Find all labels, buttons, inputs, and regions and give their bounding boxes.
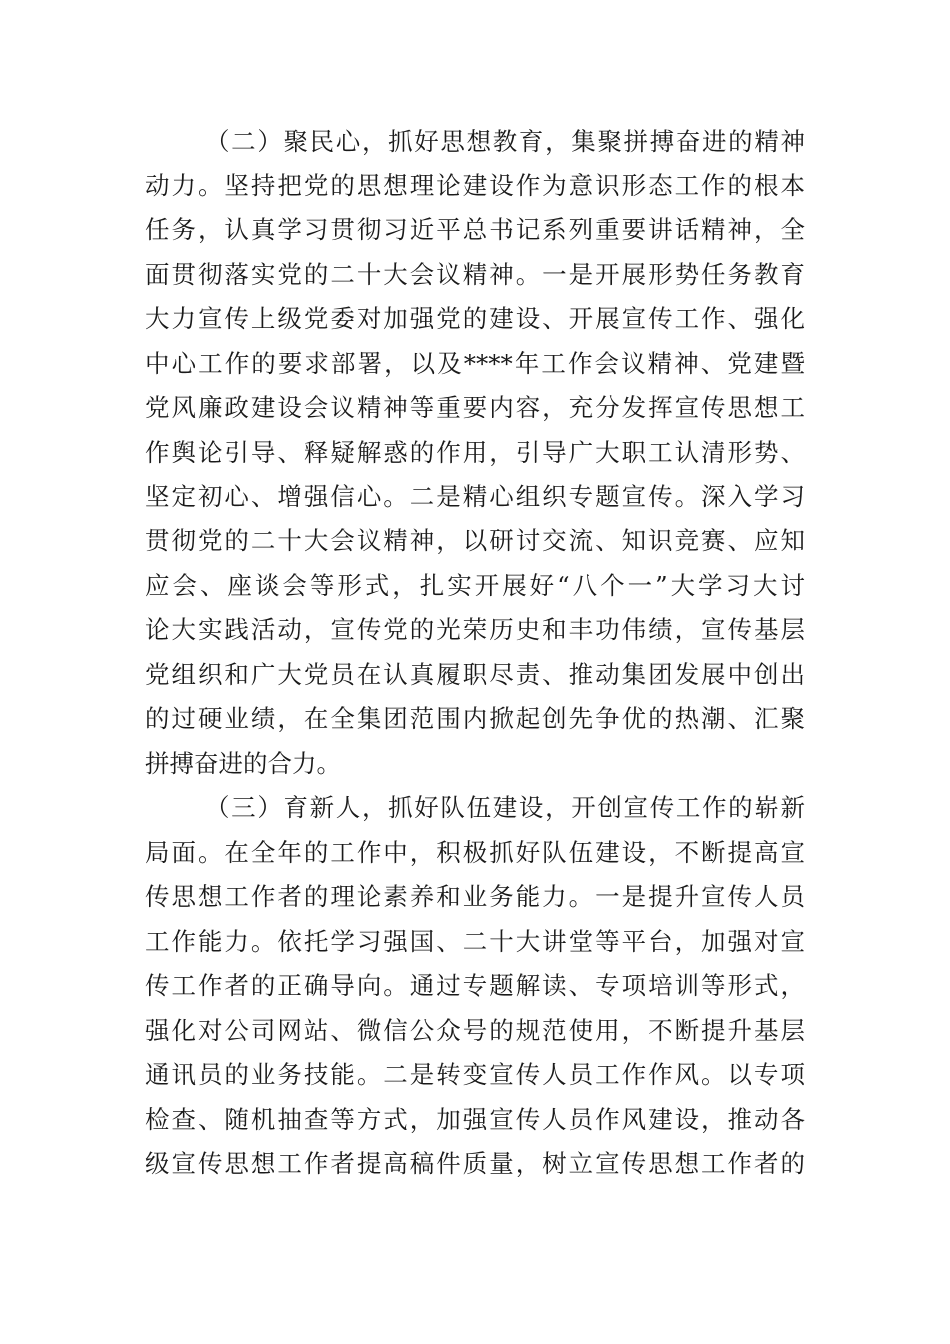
- paragraph-2-line: 检查、随机抽查等方式，加强宣传人员作风建设，推动各: [145, 1105, 805, 1134]
- paragraph-1-line: 论大实践活动，宣传党的光荣历史和丰功伟绩，宣传基层: [145, 615, 805, 644]
- paragraph-2-line: 局面。在全年的工作中，积极抓好队伍建设，不断提高宣: [145, 838, 805, 867]
- paragraph-1-line: 中心工作的要求部署，以及****年工作会议精神、党建暨: [145, 349, 805, 378]
- paragraph-1-line: 大力宣传上级党委对加强党的建设、开展宣传工作、强化: [145, 304, 805, 333]
- paragraph-1-line: 的过硬业绩，在全集团范围内掀起创先争优的热潮、汇聚: [145, 704, 805, 733]
- paragraph-1-line: 动力。坚持把党的思想理论建设作为意识形态工作的根本: [145, 171, 805, 200]
- paragraph-1-line: 党风廉政建设会议精神等重要内容，充分发挥宣传思想工: [145, 393, 805, 422]
- paragraph-2-line: （三）育新人，抓好队伍建设，开创宣传工作的崭新: [205, 793, 805, 822]
- paragraph-1-line: 应会、座谈会等形式，扎实开展好“八个一”大学习大讨: [145, 571, 805, 600]
- paragraph-1-line: 面贯彻落实党的二十大会议精神。一是开展形势任务教育: [145, 260, 805, 289]
- paragraph-1-line: （二）聚民心，抓好思想教育，集聚拼搏奋进的精神: [205, 127, 805, 156]
- paragraph-2-line: 传思想工作者的理论素养和业务能力。一是提升宣传人员: [145, 882, 805, 911]
- paragraph-2-line: 工作能力。依托学习强国、二十大讲堂等平台，加强对宣: [145, 927, 805, 956]
- paragraph-1-line: 拼搏奋进的合力。: [145, 749, 341, 778]
- paragraph-2-line: 通讯员的业务技能。二是转变宣传人员工作作风。以专项: [145, 1060, 805, 1089]
- paragraph-2-line: 传工作者的正确导向。通过专题解读、专项培训等形式，: [145, 971, 805, 1000]
- paragraph-1-line: 坚定初心、增强信心。二是精心组织专题宣传。深入学习: [145, 482, 805, 511]
- paragraph-1-line: 任务，认真学习贯彻习近平总书记系列重要讲话精神，全: [145, 215, 805, 244]
- paragraph-1-line: 作舆论引导、释疑解惑的作用，引导广大职工认清形势、: [145, 438, 805, 467]
- paragraph-1-line: 党组织和广大党员在认真履职尽责、推动集团发展中创出: [145, 660, 805, 689]
- paragraph-2-line: 强化对公司网站、微信公众号的规范使用，不断提升基层: [145, 1016, 805, 1045]
- paragraph-1-line: 贯彻党的二十大会议精神，以研讨交流、知识竞赛、应知: [145, 526, 805, 555]
- paragraph-2-line: 级宣传思想工作者提高稿件质量，树立宣传思想工作者的: [145, 1149, 805, 1178]
